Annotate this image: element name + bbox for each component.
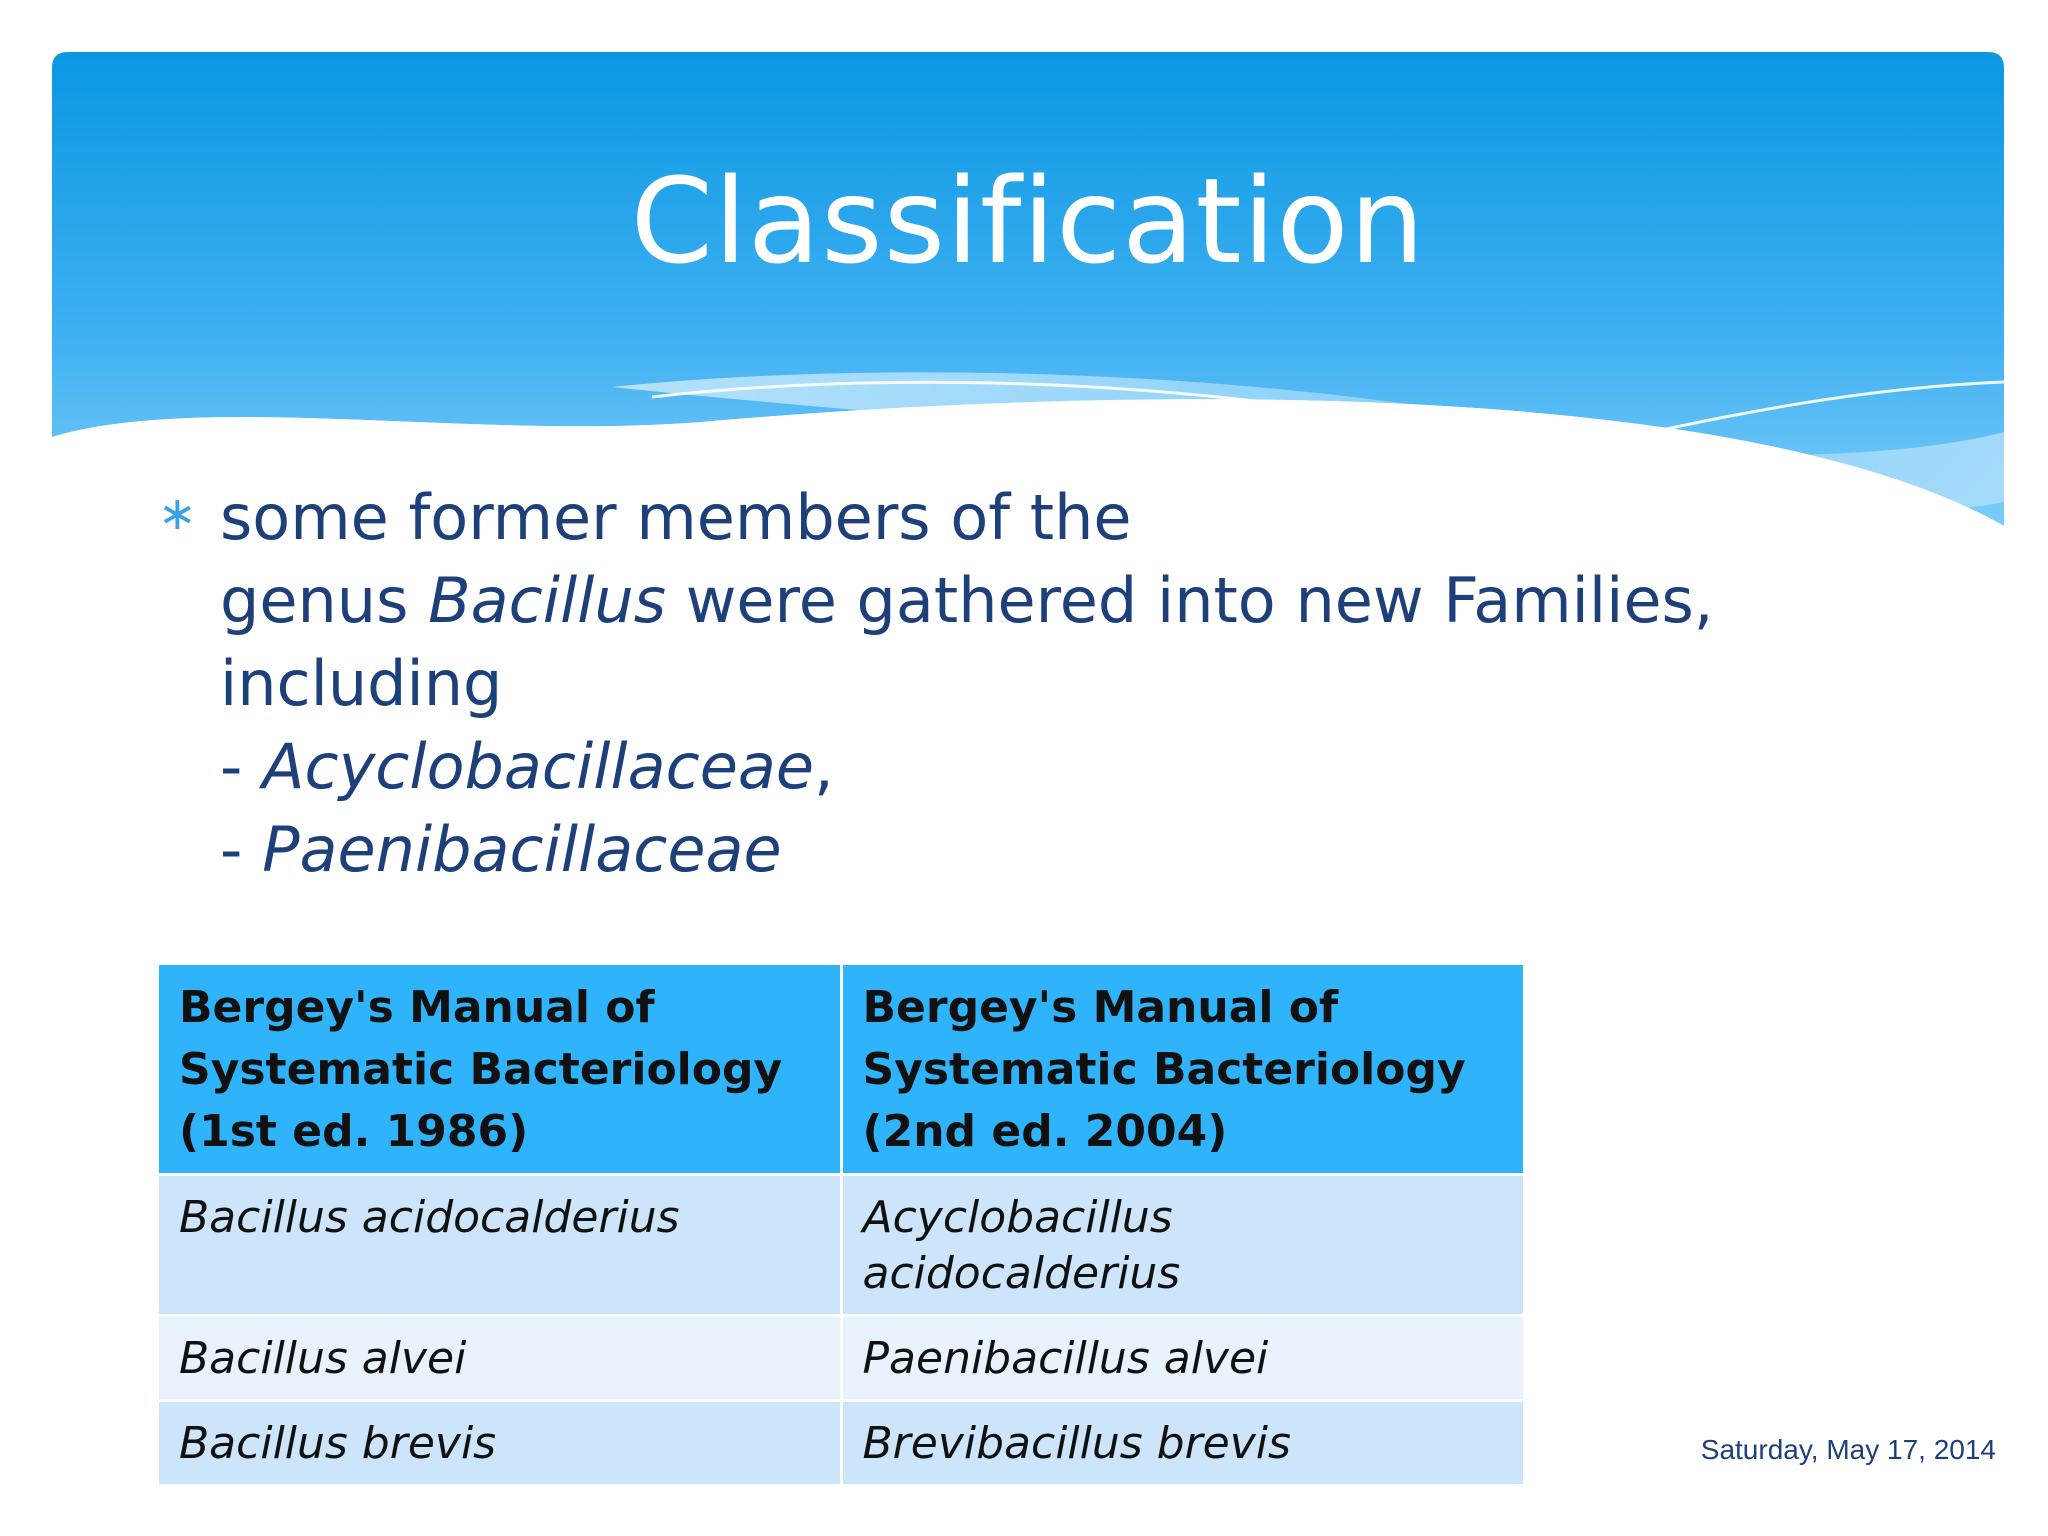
bullet-text: [220, 476, 1714, 891]
footer-date: Saturday, May 17, 2014: [1700, 1434, 1996, 1465]
classification-table: [156, 962, 1526, 1487]
table-row: [158, 1316, 1525, 1401]
table-cell: Acyclobacillus acidocalderius: [841, 1175, 1525, 1316]
asterisk-bullet-icon: ∗: [158, 486, 197, 540]
bullet-line-2: genus Bacillus were gathered into new Families,: [220, 564, 1714, 637]
table-cell: Bacillus alvei: [158, 1316, 842, 1401]
bullet-line-4: - Acyclobacillaceae,: [220, 730, 834, 803]
table-cell: Bacillus brevis: [158, 1401, 842, 1486]
table-row: [158, 1401, 1525, 1486]
table-row: [158, 1175, 1525, 1316]
slide-title: Classification: [630, 152, 1426, 290]
content-area: [158, 476, 1714, 891]
bullet-line-5: - Paenibacillaceae: [220, 813, 782, 886]
table-header-cell: Bergey's Manual of Systematic Bacteriology (1st ed. 1986): [158, 964, 842, 1175]
bullet-item: [158, 476, 1714, 891]
table-header-row: [158, 964, 1525, 1175]
bullet-line-1: some former members of the: [220, 481, 1132, 554]
bullet-line-3: including: [220, 647, 503, 720]
table-cell: Paenibacillus alvei: [841, 1316, 1525, 1401]
table-cell: Bacillus acidocalderius: [158, 1175, 842, 1316]
table-cell: Brevibacillus brevis: [841, 1401, 1525, 1486]
table-header-cell: Bergey's Manual of Systematic Bacteriology (2nd ed. 2004): [841, 964, 1525, 1175]
